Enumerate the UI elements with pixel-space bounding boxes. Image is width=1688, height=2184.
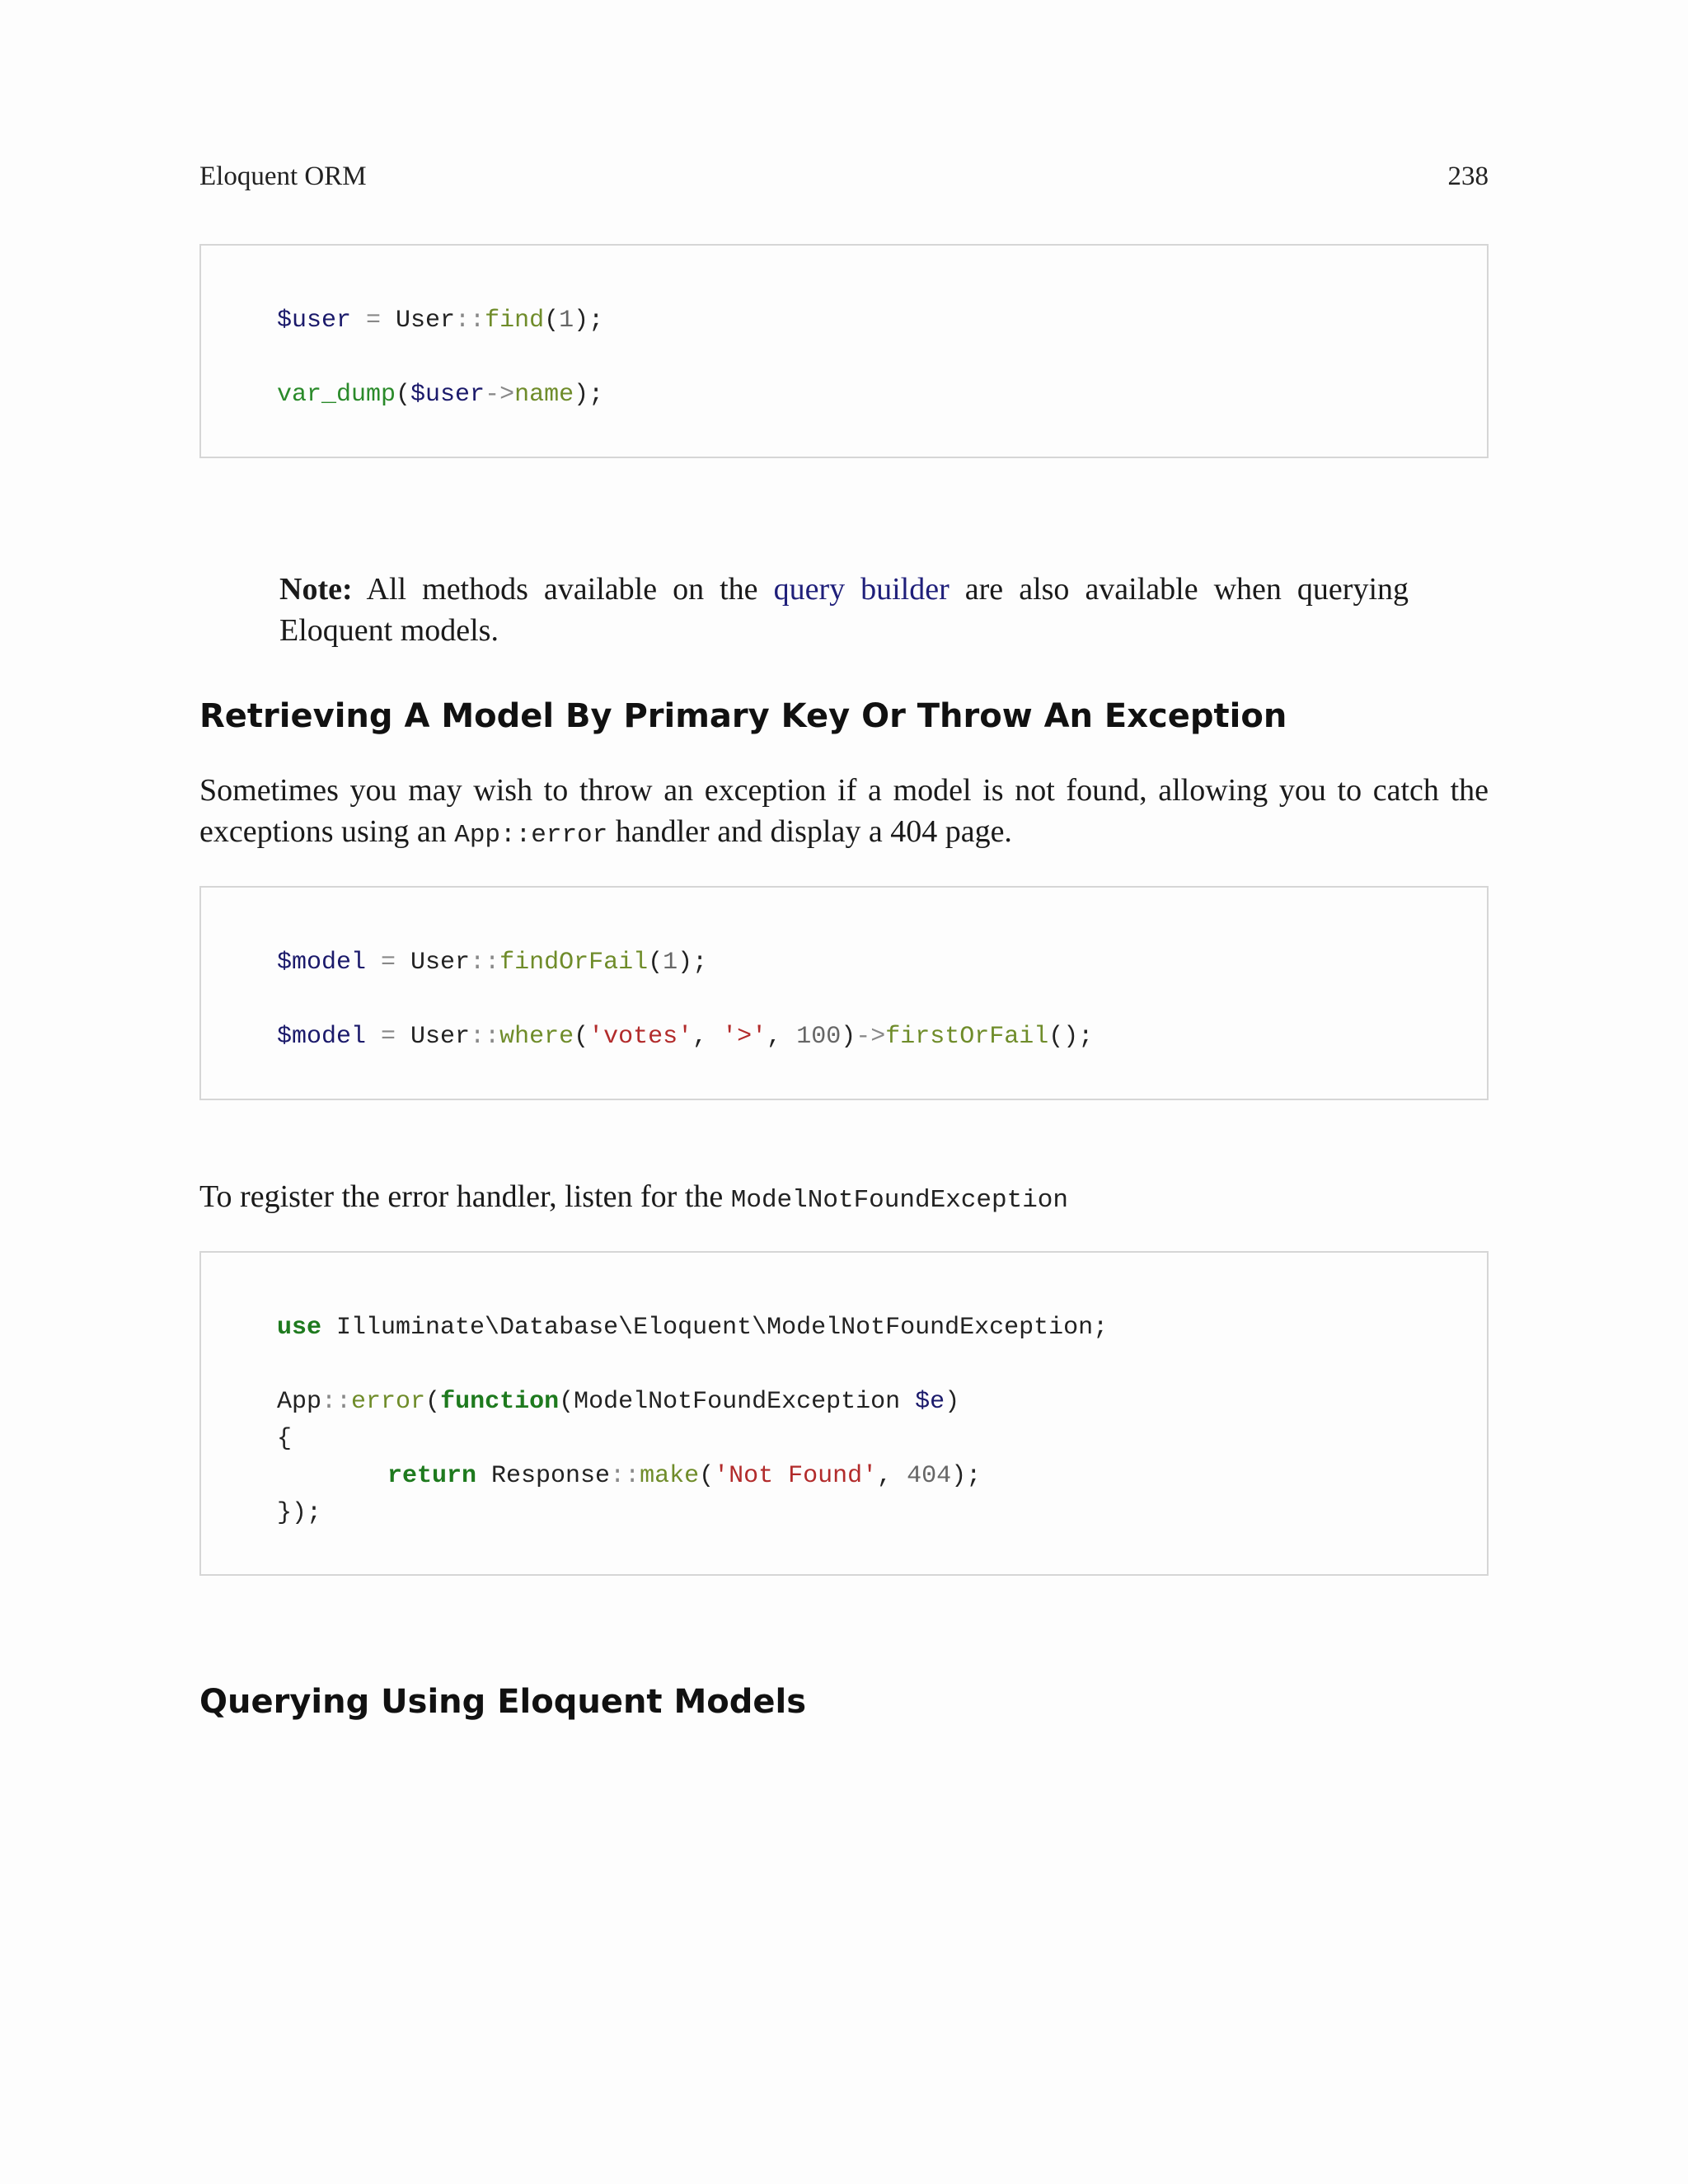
section-heading: Querying Using Eloquent Models (199, 1683, 807, 1721)
code-block-find (199, 244, 1489, 458)
code-line: $user = User::find(1); (277, 307, 604, 335)
code-line: $model = User::findOrFail(1); (277, 949, 708, 977)
chapter-title: Eloquent ORM (199, 162, 367, 191)
running-header (199, 162, 1489, 192)
inline-code: App::error (454, 821, 608, 850)
body-paragraph: Sometimes you may wish to throw an exception if a model is not found, allowing you to catch the exceptions using an App::error handler and display a 404 page. (199, 773, 1489, 850)
code-line: $model = User::where('votes', '>', 100)->firstOrFail(); (277, 1023, 1094, 1051)
note-paragraph: Note: All methods available on the query builder are also available when querying Eloquent models. (279, 572, 1409, 648)
code-line: use Illuminate\Database\Eloquent\ModelNotFoundException; (277, 1314, 1109, 1342)
inline-code: ModelNotFoundException (730, 1186, 1069, 1215)
code-line: }); (277, 1499, 322, 1527)
code-block-find-or-fail (199, 886, 1489, 1100)
code-line: return Response::make('Not Found', 404); (387, 1462, 982, 1490)
query-builder-link[interactable]: query builder (773, 572, 950, 607)
body-paragraph: To register the error handler, listen for the ModelNotFoundException (199, 1179, 1069, 1215)
code-line: var_dump($user->name); (277, 381, 604, 409)
page-number: 238 (1447, 162, 1489, 191)
code-line: App::error(function(ModelNotFoundException $e) (277, 1388, 960, 1416)
section-heading: Retrieving A Model By Primary Key Or Throw An Exception (199, 697, 1287, 735)
note-label: Note: (279, 572, 353, 607)
code-block-error-handler (199, 1251, 1489, 1576)
code-line: { (277, 1425, 293, 1453)
